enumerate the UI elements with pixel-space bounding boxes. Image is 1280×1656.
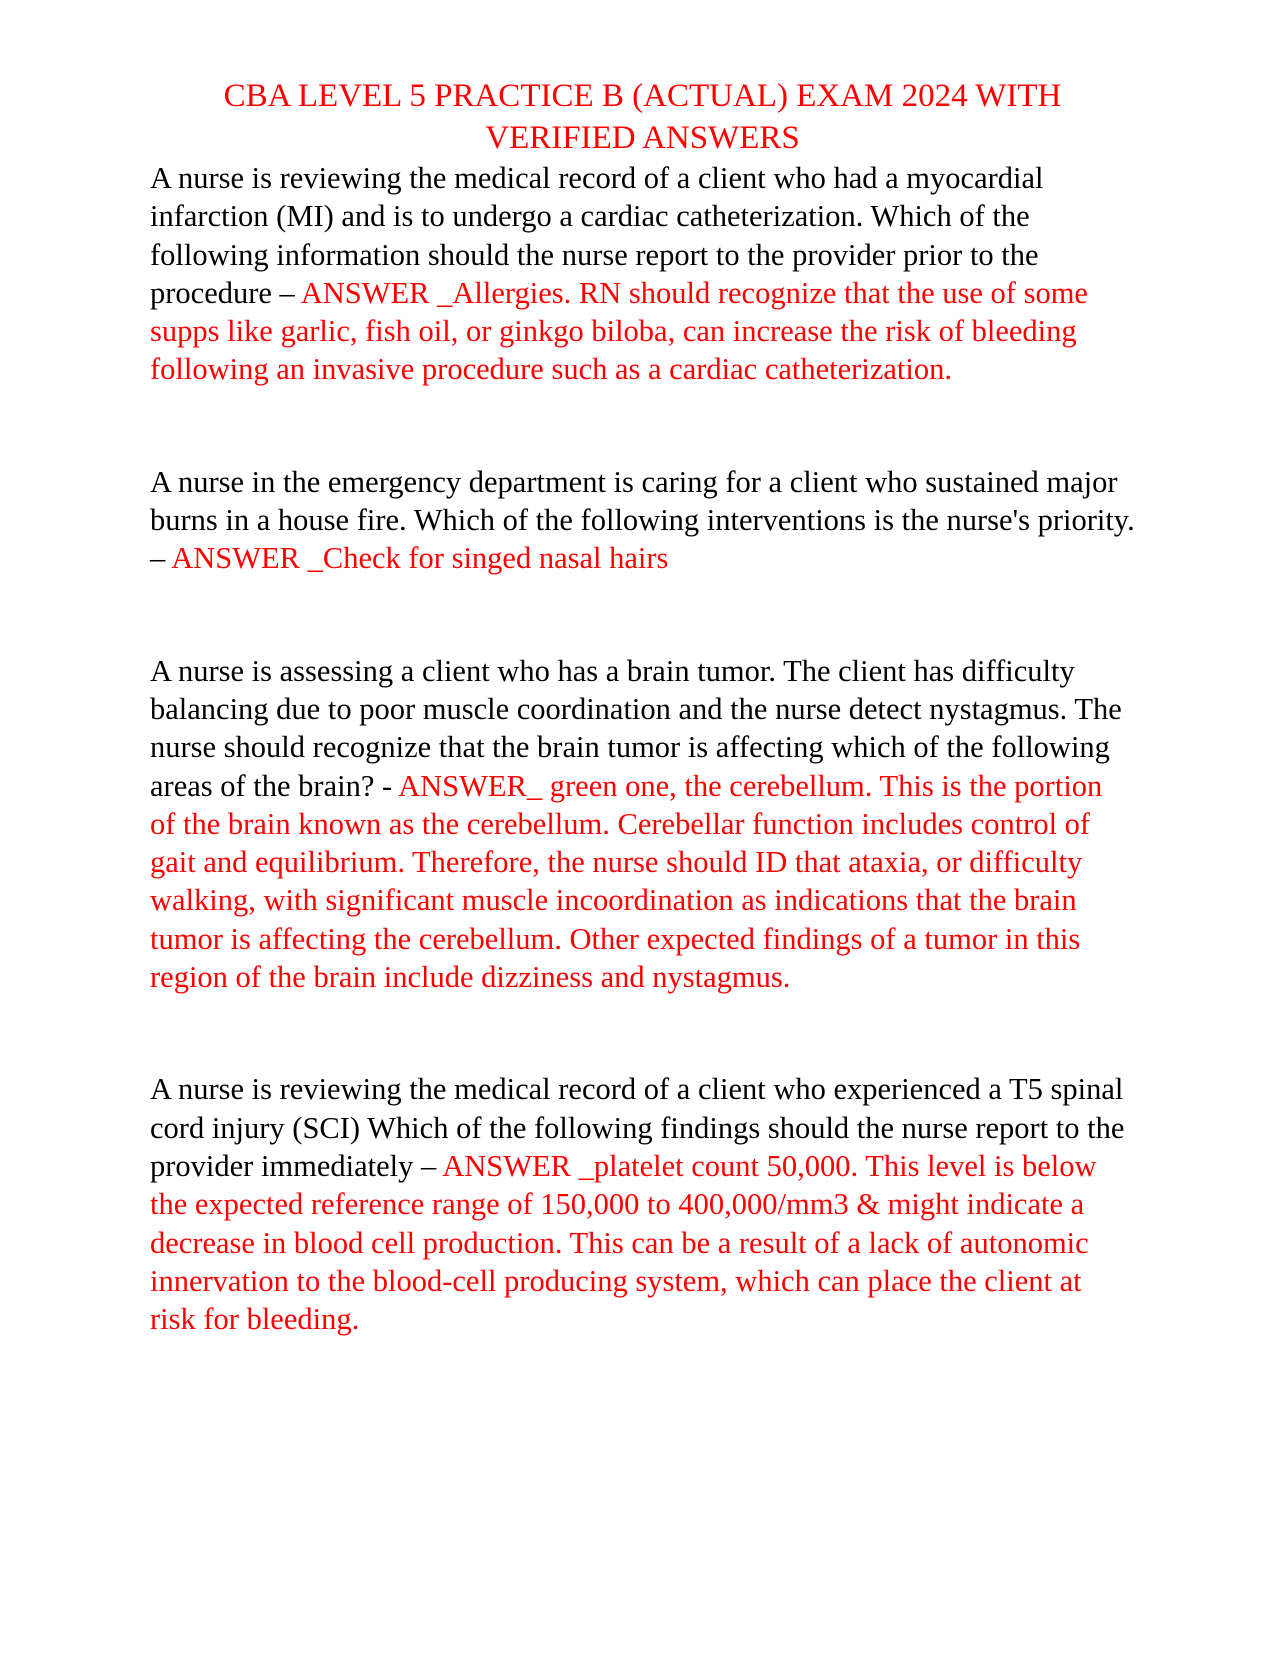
answer-text: ANSWER _Allergies. RN should recognize that the use of some supps like garlic, fish oil, or ginkgo biloba, can increase the risk of bleeding following an invasive procedure such as a cardiac catheterization. [150,275,1088,387]
answer-text: ANSWER_ green one, the cerebellum. This is the portion of the brain known as the cerebellum. Cerebellar function includes control of gait and equilibrium. Therefore, the nurse should ID that ataxia, or difficulty walking, with significant muscle incoordination as indications that the brain tumor is affecting the cerebellum. Other expected findings of a tumor in this region of the brain include dizziness and nystagmus. [150,768,1103,995]
spacer [150,389,1135,463]
qa-item-3 [150,652,1135,997]
qa-item-4 [150,1070,1135,1338]
document-title: CBA LEVEL 5 PRACTICE B (ACTUAL) EXAM 2024 WITH VERIFIED ANSWERS [223,78,1062,156]
answer-text: ANSWER _platelet count 50,000. This level is below the expected reference range of 150,000 to 400,000/mm3 & might indicate a decrease in blood cell production. This can be a result of a lack of autonomic innervation to the blood-cell producing system, which can place the client at risk for bleeding. [150,1148,1097,1337]
spacer [150,578,1135,652]
document-page [150,75,1135,1338]
qa-item-2 [150,463,1135,578]
question-text: A nurse is reviewing the medical record of a client who experienced a T5 spinal cord injury (SCI) Which of the following findings should the nurse report to the provider immediately – [150,1072,1125,1183]
qa-item-1 [150,159,1135,389]
answer-text: ANSWER _Check for singed nasal hairs [171,541,669,576]
question-text: A nurse in the emergency department is caring for a client who sustained major burns in a house fire. Which of the following interventions is the nurse's priority. – [150,464,1135,576]
spacer [150,996,1135,1070]
question-text: A nurse is assessing a client who has a brain tumor. The client has difficulty balancing due to poor muscle coordination and the nurse detect nystagmus. The nurse should recognize that the brain tumor is affecting which of the following areas of the brain? - [150,653,1122,803]
question-text: A nurse is reviewing the medical record of a client who had a myocardial infarction (MI) and is to undergo a cardiac catheterization. Which of the following information should the nurse report to the provider prior to the procedure – [150,161,1044,310]
